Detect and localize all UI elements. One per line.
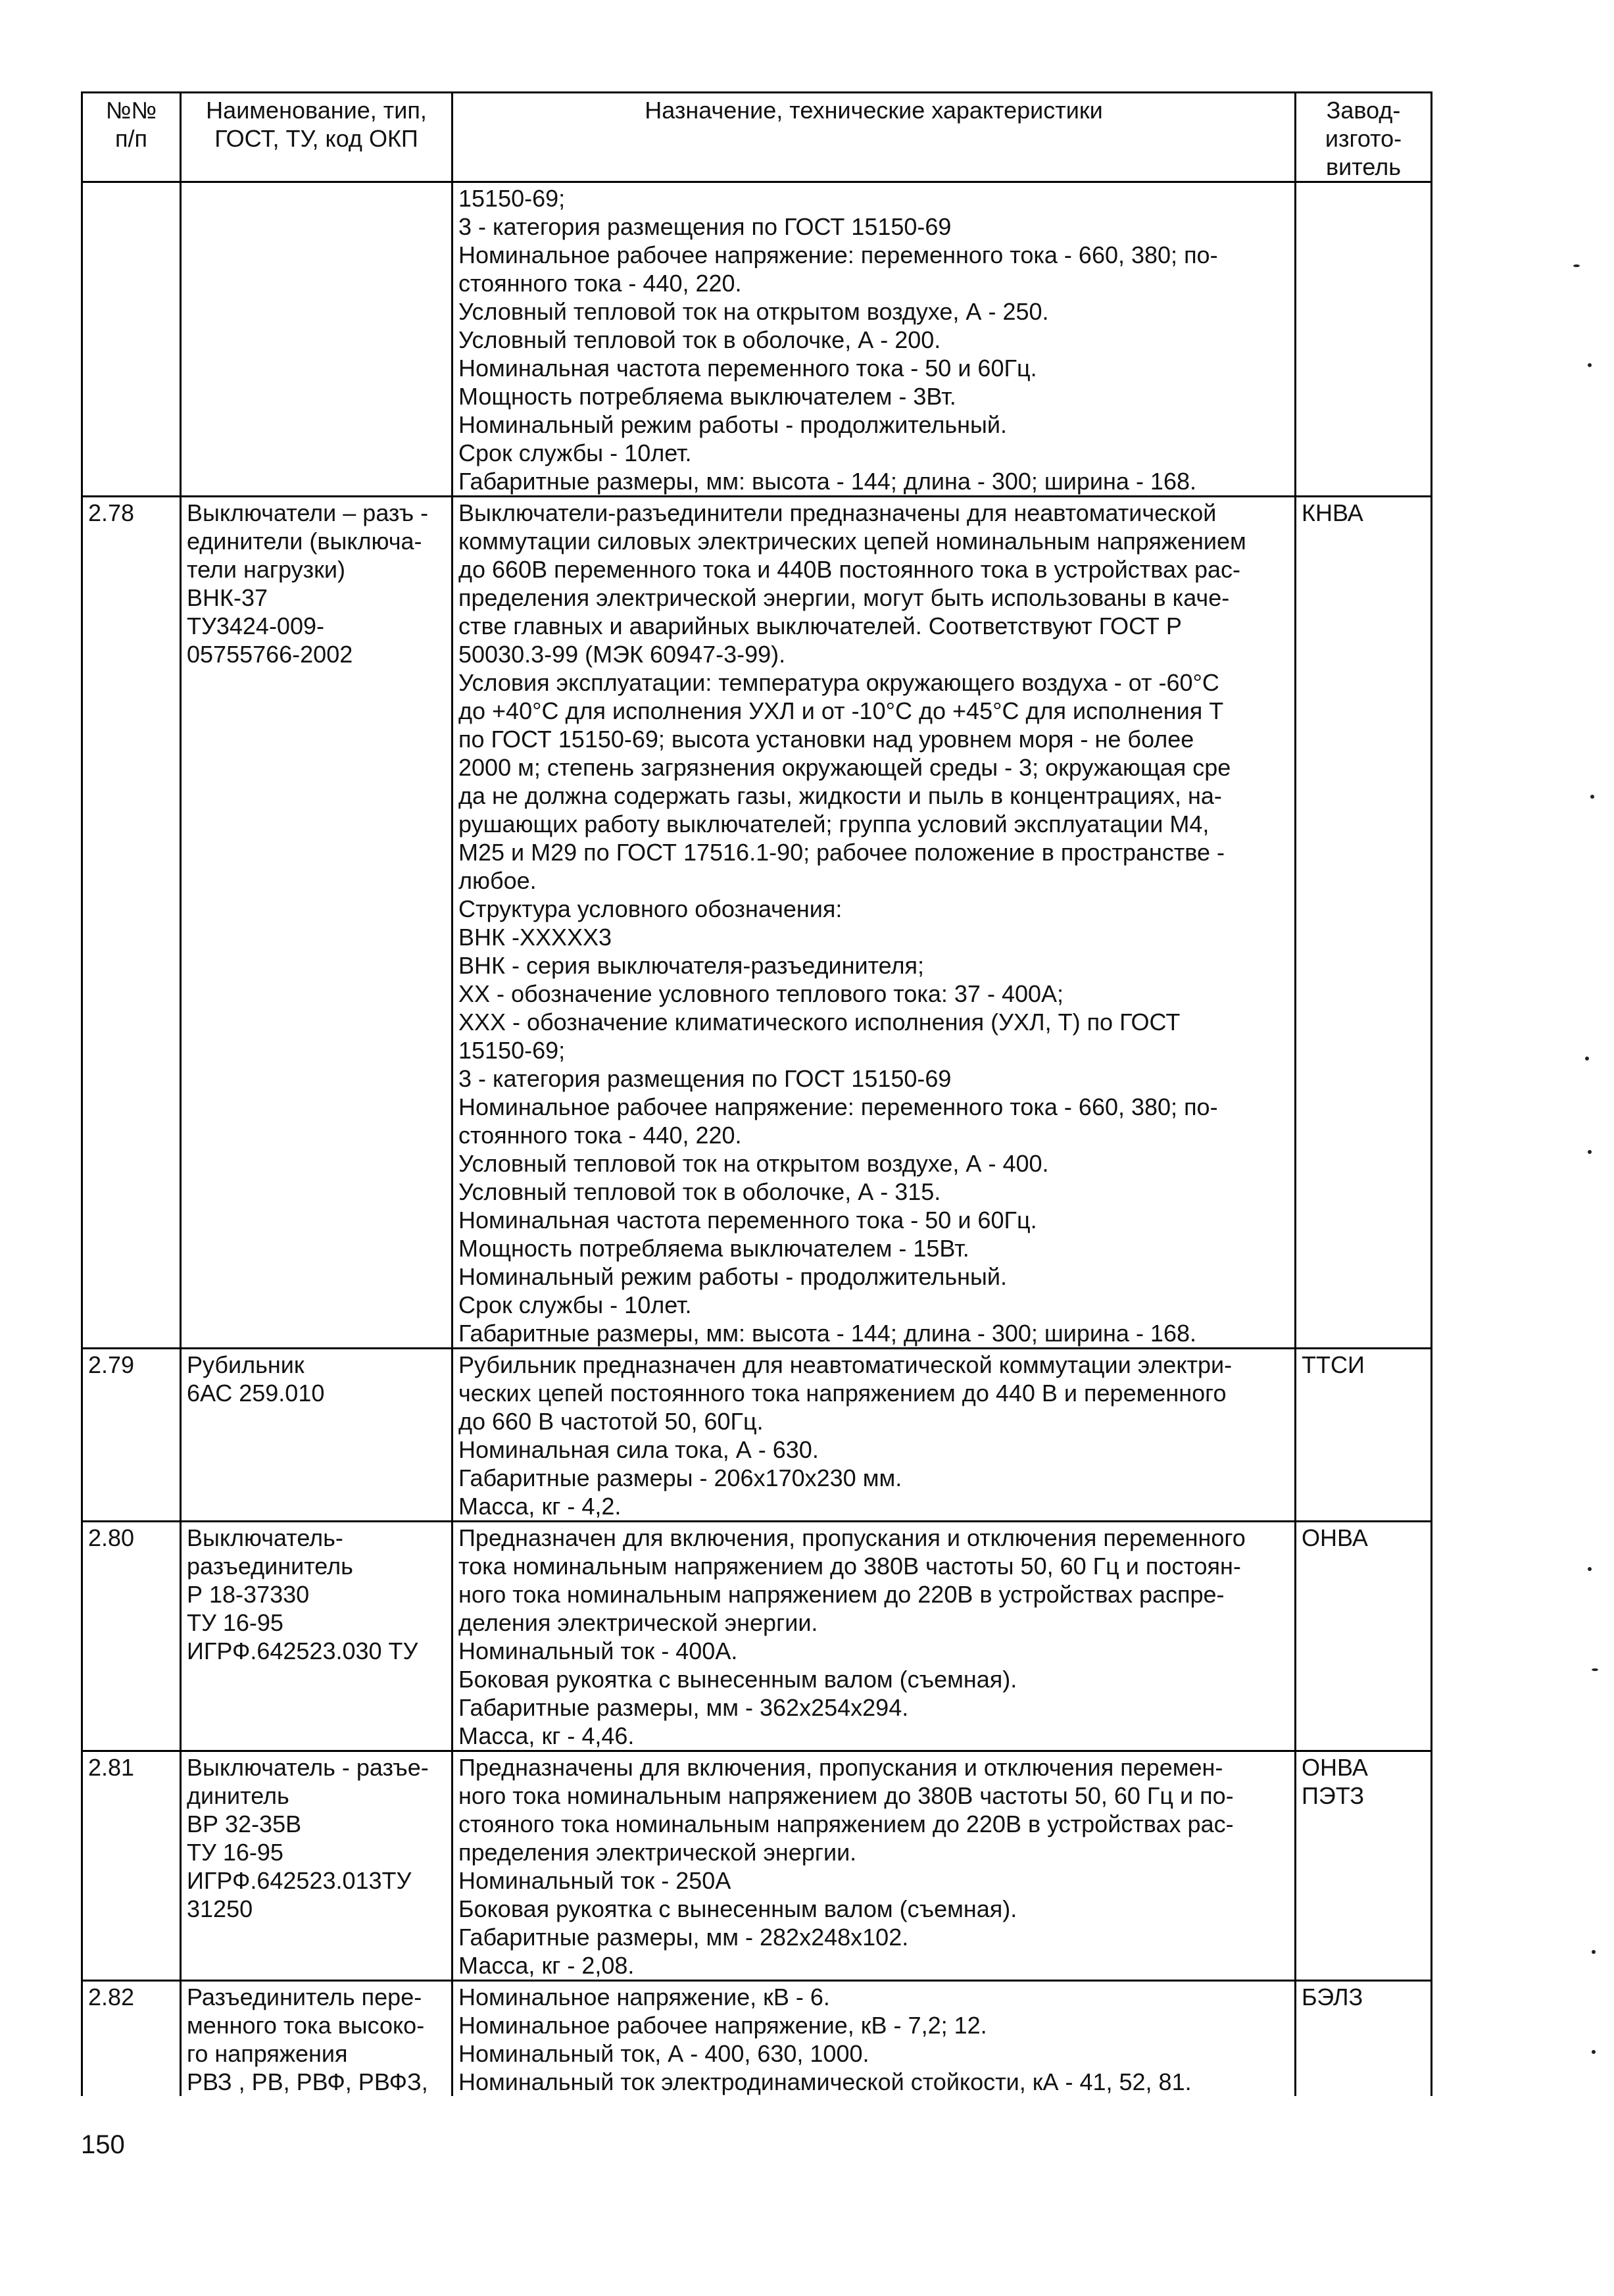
cell-line: Условный тепловой ток на открытом воздухе, А - 400. — [458, 1150, 1049, 1177]
cell-name — [181, 1751, 452, 1981]
cell-line: Рубильник — [187, 1351, 305, 1378]
cell-line: Номинальный ток, А - 400, 630, 1000. — [458, 2040, 869, 2067]
cell-line: Условный тепловой ток в оболочке, А - 200. — [458, 326, 941, 353]
cell-description — [452, 1349, 1296, 1522]
cell-line: Выключатель- — [187, 1524, 343, 1551]
cell-line: ного тока номинальным напряжением до 220В в устройствах распре- — [458, 1581, 1225, 1608]
header-line: п/п — [115, 125, 147, 152]
cell-name — [181, 182, 452, 497]
equipment-spec-table — [81, 91, 1432, 2096]
header-line: №№ — [105, 97, 157, 124]
cell-line: Номинальная частота переменного тока - 50 и 60Гц. — [458, 355, 1037, 382]
cell-line: коммутации силовых электрических цепей номинальным напряжением — [458, 528, 1246, 555]
cell-line: ВНК - серия выключателя-разъединителя; — [458, 952, 924, 979]
cell-line: 50030.3-99 (МЭК 60947-3-99). — [458, 641, 786, 668]
cell-line: Выключатели – разъ - — [187, 499, 429, 526]
header-description — [452, 93, 1296, 182]
cell-line: ОНВА — [1302, 1524, 1368, 1551]
cell-line: ТУ 16-95 — [187, 1839, 283, 1866]
scan-speck — [1592, 2050, 1596, 2054]
cell-line: пределения электрической энергии. — [458, 1839, 857, 1866]
cell-line: Номинальная сила тока, А - 630. — [458, 1436, 819, 1463]
cell-line: 2.78 — [88, 499, 135, 526]
cell-line: 3 - категория размещения по ГОСТ 15150-69 — [458, 1065, 952, 1092]
table-row — [82, 182, 1432, 497]
header-line: ГОСТ, ТУ, код ОКП — [214, 125, 418, 152]
scan-speck — [1588, 1567, 1592, 1571]
cell-line: 31250 — [187, 1895, 253, 1922]
cell-number — [82, 497, 181, 1349]
header-line: Завод- — [1326, 97, 1401, 124]
header-number — [82, 93, 181, 182]
cell-line: 2.82 — [88, 1984, 135, 2010]
table-row — [82, 1349, 1432, 1522]
cell-line: 2.80 — [88, 1524, 135, 1551]
cell-line: динитель — [187, 1782, 289, 1809]
cell-manufacturer — [1296, 182, 1432, 497]
cell-line: стояного тока номинальным напряжением до 220В в устройствах рас- — [458, 1810, 1234, 1837]
table-row — [82, 497, 1432, 1349]
cell-line: Разъединитель пере- — [187, 1984, 422, 2010]
cell-line: Масса, кг - 4,2. — [458, 1493, 622, 1520]
cell-line: Выключатели-разъединители предназначены для неавтоматической — [458, 499, 1217, 526]
table-row — [82, 1981, 1432, 2097]
document-page — [81, 91, 1431, 2118]
cell-line: ВНК-37 — [187, 584, 268, 611]
scan-speck — [1588, 1150, 1592, 1154]
cell-line: Номинальный ток - 250А — [458, 1867, 731, 1894]
cell-line: стоянного тока - 440, 220. — [458, 1122, 742, 1149]
cell-line: Структура условного обозначения: — [458, 895, 843, 922]
table-body — [82, 182, 1432, 2097]
cell-line: 6АС 259.010 — [187, 1380, 325, 1407]
cell-line: менного тока высоко- — [187, 2012, 425, 2039]
cell-line: Срок службы - 10лет. — [458, 439, 692, 466]
cell-line: Рубильник предназначен для неавтоматической коммутации электри- — [458, 1351, 1233, 1378]
header-line: изгото- — [1325, 125, 1402, 152]
header-name — [181, 93, 452, 182]
cell-line: XXX - обозначение климатического исполнения (УХЛ, Т) по ГОСТ — [458, 1009, 1181, 1036]
cell-line: по ГОСТ 15150-69; высота установки над уровнем моря - не более — [458, 726, 1194, 753]
header-manufacturer — [1296, 93, 1432, 182]
cell-line: XX - обозначение условного теплового тока: 37 - 400А; — [458, 980, 1064, 1007]
cell-line: Мощность потребляема выключателем - 15Вт. — [458, 1235, 969, 1262]
cell-line: М25 и М29 по ГОСТ 17516.1-90; рабочее положение в пространстве - — [458, 839, 1225, 866]
cell-line: разъединитель — [187, 1553, 353, 1580]
cell-line: Габаритные размеры, мм - 282x248x102. — [458, 1924, 909, 1951]
scan-speck — [1590, 795, 1594, 799]
cell-line: Номинальный ток электродинамической стойкости, кА - 41, 52, 81. — [458, 2068, 1192, 2095]
cell-line: Габаритные размеры, мм: высота - 144; длина - 300; ширина - 168. — [458, 1320, 1196, 1347]
cell-line: деления электрической энергии. — [458, 1609, 818, 1636]
cell-description — [452, 1751, 1296, 1981]
cell-line: до 660 В частотой 50, 60Гц. — [458, 1408, 764, 1435]
cell-line: Габаритные размеры, мм - 362x254x294. — [458, 1694, 909, 1721]
scan-speck — [1592, 1950, 1596, 1954]
cell-line: до +40°С для исполнения УХЛ и от -10°С до +45°С для исполнения Т — [458, 697, 1224, 724]
cell-line: 2000 м; степень загрязнения окружающей среды - 3; окружающая сре — [458, 754, 1231, 781]
header-line: Наименование, тип, — [206, 97, 427, 124]
cell-name — [181, 1981, 452, 2097]
cell-line: Мощность потребляема выключателем - 3Вт. — [458, 383, 956, 410]
cell-line: тока номинальным напряжением до 380В частоты 50, 60 Гц и постоян- — [458, 1553, 1241, 1580]
cell-line: ТУ3424-009- — [187, 612, 324, 639]
header-line: Назначение, технические характеристики — [645, 97, 1103, 124]
cell-line: Габаритные размеры - 206x170x230 мм. — [458, 1464, 902, 1491]
cell-line: Условный тепловой ток на открытом воздухе, А - 250. — [458, 298, 1049, 325]
cell-line: стоянного тока - 440, 220. — [458, 270, 742, 297]
cell-line: Номинальное рабочее напряжение, кВ - 7,2; 12. — [458, 2012, 987, 2039]
cell-line: 2.81 — [88, 1754, 135, 1781]
cell-line: любое. — [458, 867, 537, 894]
table-row — [82, 1522, 1432, 1751]
cell-line: Номинальная частота переменного тока - 50 и 60Гц. — [458, 1207, 1037, 1234]
cell-name — [181, 1522, 452, 1751]
table-header-row — [82, 93, 1432, 182]
cell-manufacturer — [1296, 1522, 1432, 1751]
cell-line: Условный тепловой ток в оболочке, А - 315. — [458, 1178, 941, 1205]
cell-manufacturer — [1296, 1349, 1432, 1522]
cell-line: пределения электрической энергии, могут быть использованы в каче- — [458, 584, 1230, 611]
cell-line: стве главных и аварийных выключателей. Соответствуют ГОСТ Р — [458, 612, 1182, 639]
cell-line: КНВА — [1302, 499, 1363, 526]
cell-name — [181, 497, 452, 1349]
cell-line: ОНВА — [1302, 1754, 1368, 1781]
cell-line: ВР 32-35В — [187, 1810, 302, 1837]
cell-line: 15150-69; — [458, 185, 566, 212]
cell-line: 05755766-2002 — [187, 641, 353, 668]
cell-line: Срок службы - 10лет. — [458, 1291, 692, 1318]
scan-speck — [1573, 264, 1580, 267]
cell-description — [452, 1981, 1296, 2097]
cell-description — [452, 182, 1296, 497]
scan-speck — [1592, 1668, 1598, 1671]
cell-line: Номинальное рабочее напряжение: переменного тока - 660, 380; по- — [458, 241, 1218, 268]
page-number: 150 — [81, 2130, 125, 2159]
cell-number — [82, 1751, 181, 1981]
cell-line: ТУ 16-95 — [187, 1609, 283, 1636]
cell-line: 2.79 — [88, 1351, 135, 1378]
cell-number — [82, 1981, 181, 2097]
cell-line: РВЗ , РВ, РВФ, РВФЗ, — [187, 2068, 428, 2095]
cell-line: единители (выключа- — [187, 528, 422, 555]
cell-line: 15150-69; — [458, 1037, 566, 1064]
cell-line: до 660В переменного тока и 440В постоянного тока в устройствах рас- — [458, 556, 1241, 583]
cell-line: 3 - категория размещения по ГОСТ 15150-69 — [458, 213, 952, 240]
cell-line: Габаритные размеры, мм: высота - 144; длина - 300; ширина - 168. — [458, 468, 1196, 495]
cell-line: Р 18-37330 — [187, 1581, 310, 1608]
cell-manufacturer — [1296, 1751, 1432, 1981]
cell-line: Предназначен для включения, пропускания и отключения переменного — [458, 1524, 1246, 1551]
cell-line: ческих цепей постоянного тока напряжением до 440 В и переменного — [458, 1380, 1227, 1407]
cell-line: рушающих работу выключателей; группа условий эксплуатации М4, — [458, 811, 1210, 837]
scan-speck — [1585, 1057, 1589, 1061]
cell-line: Номинальный ток - 400А. — [458, 1637, 738, 1664]
cell-manufacturer — [1296, 497, 1432, 1349]
cell-description — [452, 1522, 1296, 1751]
cell-line: ИГРФ.642523.030 ТУ — [187, 1637, 418, 1664]
cell-line: Номинальный режим работы - продолжительный. — [458, 411, 1007, 438]
cell-line: ИГРФ.642523.013ТУ — [187, 1867, 412, 1894]
scan-speck — [1588, 363, 1592, 367]
cell-number — [82, 182, 181, 497]
cell-line: Номинальное рабочее напряжение: переменного тока - 660, 380; по- — [458, 1093, 1218, 1120]
cell-description — [452, 497, 1296, 1349]
cell-line: Предназначены для включения, пропускания и отключения перемен- — [458, 1754, 1223, 1781]
cell-line: Выключатель - разъе- — [187, 1754, 429, 1781]
header-line: витель — [1326, 153, 1401, 180]
cell-line: ного тока номинальным напряжением до 380В частоты 50, 60 Гц и по- — [458, 1782, 1234, 1809]
cell-line: ТТСИ — [1302, 1351, 1365, 1378]
cell-number — [82, 1522, 181, 1751]
cell-line: Масса, кг - 4,46. — [458, 1722, 635, 1749]
cell-line: Условия эксплуатации: температура окружающего воздуха - от -60°С — [458, 669, 1219, 696]
cell-line: го напряжения — [187, 2040, 348, 2067]
cell-line: ВНК -XXXXX3 — [458, 924, 612, 951]
cell-line: Боковая рукоятка с вынесенным валом (съемная). — [458, 1895, 1017, 1922]
cell-line: БЭЛЗ — [1302, 1984, 1363, 2010]
cell-line: ПЭТЗ — [1302, 1782, 1365, 1809]
cell-name — [181, 1349, 452, 1522]
cell-number — [82, 1349, 181, 1522]
cell-line: Масса, кг - 2,08. — [458, 1952, 635, 1979]
cell-line: Номинальное напряжение, кВ - 6. — [458, 1984, 830, 2010]
cell-manufacturer — [1296, 1981, 1432, 2097]
cell-line: Номинальный режим работы - продолжительный. — [458, 1263, 1007, 1290]
cell-line: да не должна содержать газы, жидкости и пыль в концентрациях, на- — [458, 782, 1222, 809]
table-row — [82, 1751, 1432, 1981]
cell-line: тели нагрузки) — [187, 556, 346, 583]
cell-line: Боковая рукоятка с вынесенным валом (съемная). — [458, 1666, 1017, 1693]
